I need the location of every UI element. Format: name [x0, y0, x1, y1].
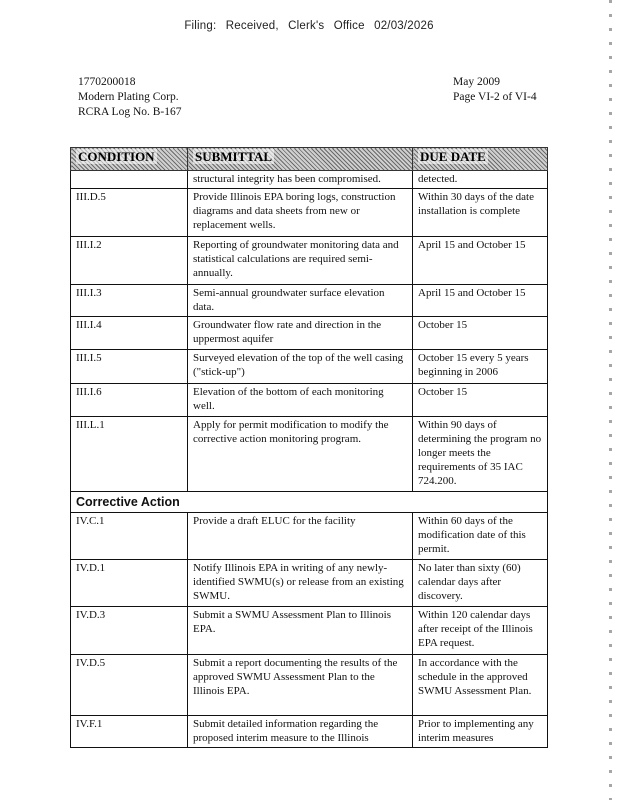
due-date-cell: Prior to implementing any interim measures: [413, 716, 548, 748]
table-row: [71, 560, 548, 607]
submittal-cell: Provide a draft ELUC for the facility: [188, 513, 413, 560]
table-row: [71, 171, 548, 189]
due-date-cell: detected.: [413, 171, 548, 189]
condition-cell: III.I.4: [71, 317, 188, 350]
table-row: [71, 417, 548, 492]
company-name: Modern Plating Corp.: [78, 91, 179, 103]
column-header-condition: CONDITION: [71, 148, 188, 171]
condition-cell: III.L.1: [71, 417, 188, 492]
condition-cell: IV.D.3: [71, 607, 188, 655]
submittal-cell: Submit a report documenting the results of the approved SWMU Assessment Plan to the Illinois EPA.: [188, 655, 413, 716]
submittal-cell: Elevation of the bottom of each monitoring well.: [188, 384, 413, 417]
due-date-cell: Within 30 days of the date installation is complete: [413, 189, 548, 237]
submittal-cell: structural integrity has been compromised.: [188, 171, 413, 189]
due-date-cell: October 15: [413, 317, 548, 350]
condition-cell: IV.D.1: [71, 560, 188, 607]
table-row: [71, 607, 548, 655]
submittal-cell: Groundwater flow rate and direction in the uppermost aquifer: [188, 317, 413, 350]
table-row: [71, 655, 548, 716]
due-date-cell: Within 120 calendar days after receipt of the Illinois EPA request.: [413, 607, 548, 655]
due-date-cell: October 15 every 5 years beginning in 2006: [413, 350, 548, 384]
table-header-row: [71, 148, 548, 171]
header-right: [453, 75, 537, 105]
table-row: [71, 285, 548, 317]
condition-cell: III.I.3: [71, 285, 188, 317]
condition-cell: IV.F.1: [71, 716, 188, 748]
submittal-cell: Submit a SWMU Assessment Plan to Illinois EPA.: [188, 607, 413, 655]
table-row: [71, 317, 548, 350]
section-title: Corrective Action: [71, 492, 548, 513]
due-date-cell: In accordance with the schedule in the approved SWMU Assessment Plan.: [413, 655, 548, 716]
due-date-cell: October 15: [413, 384, 548, 417]
page-number: Page VI-2 of VI-4: [453, 91, 537, 103]
submittal-cell: Notify Illinois EPA in writing of any newly-identified SWMU(s) or release from an existing SWMU.: [188, 560, 413, 607]
log-number: RCRA Log No. B-167: [78, 106, 182, 118]
condition-cell: III.I.6: [71, 384, 188, 417]
column-header-submittal: SUBMITTAL: [188, 148, 413, 171]
table-row: [71, 513, 548, 560]
condition-cell: IV.C.1: [71, 513, 188, 560]
condition-cell: [71, 171, 188, 189]
submittal-cell: Surveyed elevation of the top of the well casing ("stick-up"): [188, 350, 413, 384]
due-date-cell: April 15 and October 15: [413, 237, 548, 285]
submittal-cell: Apply for permit modification to modify the corrective action monitoring program.: [188, 417, 413, 492]
submittal-cell: Reporting of groundwater monitoring data and statistical calculations are required semi-annually.: [188, 237, 413, 285]
document-date: May 2009: [453, 76, 500, 88]
column-header-due-date: DUE DATE: [413, 148, 548, 171]
submittal-cell: Provide Illinois EPA boring logs, construction diagrams and data sheets from new or replacement wells.: [188, 189, 413, 237]
due-date-cell: April 15 and October 15: [413, 285, 548, 317]
submittal-cell: Submit detailed information regarding the proposed interim measure to the Illinois: [188, 716, 413, 748]
header-left: [78, 75, 182, 120]
due-date-cell: No later than sixty (60) calendar days after discovery.: [413, 560, 548, 607]
table-row: [71, 237, 548, 285]
document-number: 1770200018: [78, 76, 136, 88]
table-row: [71, 350, 548, 384]
condition-cell: III.D.5: [71, 189, 188, 237]
table-row: [71, 384, 548, 417]
submittal-schedule-table: [70, 147, 548, 748]
filing-stamp: Filing: Received, Clerk's Office 02/03/2026: [184, 20, 434, 32]
condition-cell: III.I.5: [71, 350, 188, 384]
table-row: [71, 189, 548, 237]
section-header-row: [71, 492, 548, 513]
condition-cell: III.I.2: [71, 237, 188, 285]
due-date-cell: Within 60 days of the modification date of this permit.: [413, 513, 548, 560]
condition-cell: IV.D.5: [71, 655, 188, 716]
scan-edge-artifact: [609, 0, 612, 800]
submittal-cell: Semi-annual groundwater surface elevation data.: [188, 285, 413, 317]
table-row: [71, 716, 548, 748]
due-date-cell: Within 90 days of determining the program no longer meets the requirements of 35 IAC 724.200.: [413, 417, 548, 492]
